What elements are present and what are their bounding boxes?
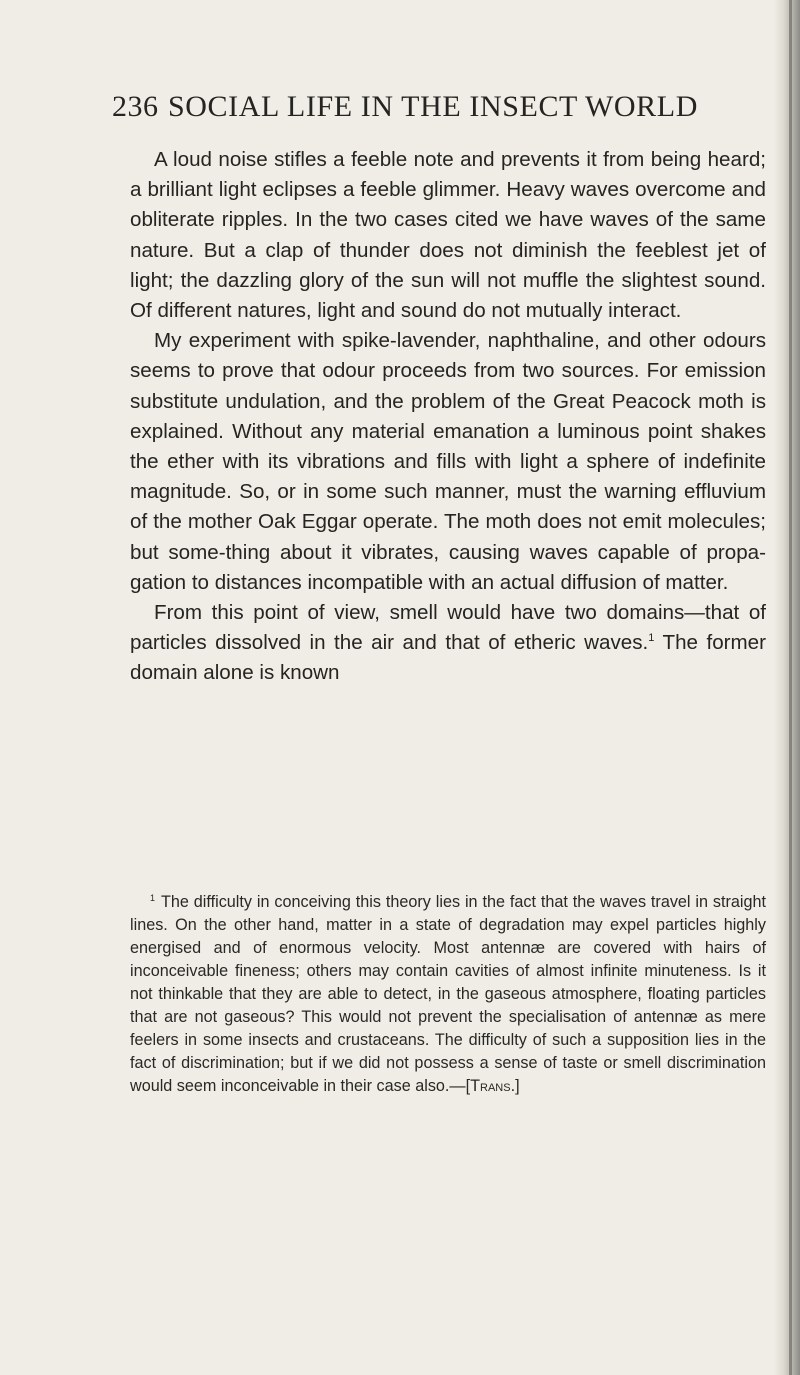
footnote-text: The difficulty in conceiving this theory lies in the fact that the waves travel in straight lines. On the other hand, matter in a state of degradation may expel particles highly energised and of enormous velocity. Most antennæ are covered with hairs of inconceivable fineness; others may contain cavities of almost infinite minuteness. Is it not thinkable that they are able to detect, in the gaseous atmosphere, floating particles that are not gaseous? This would not prevent the specialisation of antennæ as mere feelers in some insects and crustaceans. The difficulty of such a supposition lies in the fact of discrimination; but if we did not possess a sense of taste or smell discrimination would seem inconceivable in their case also.—[ [130, 893, 766, 1095]
main-text [130, 145, 766, 689]
paragraph-3-text-after-note: The former domain alone is known [130, 631, 766, 685]
footnote-attribution: Trans. [470, 1077, 516, 1095]
footnote-end-bracket: ] [515, 1077, 520, 1095]
paragraph-3 [130, 598, 766, 689]
paragraph-3-text-before-note: From this point of view, smell would have two domains—that of particles dissolved in the air and that of etheric waves. [130, 601, 766, 655]
page-edge-shadow [774, 0, 800, 1375]
book-title: SOCIAL LIFE IN THE INSECT WORLD [168, 90, 698, 123]
running-head [0, 90, 800, 130]
footnote [130, 891, 766, 1098]
page-number: 236 [112, 90, 159, 123]
footnote-paragraph [130, 891, 766, 1098]
paragraph-1: A loud noise stifles a feeble note and prevents it from being heard; a brilliant light eclipses a feeble glimmer. Heavy waves overcome and obliterate ripples. In the two cases cited we have waves of the same nature. But a clap of thunder does not diminish the feeblest jet of light; the dazzling glory of the sun will not muffle the slightest sound. Of different natures, light and sound do not mutually interact. [130, 148, 766, 323]
footnote-reference-mark: 1 [648, 632, 655, 645]
paragraph-2: My experiment with spike-lavender, naphthaline, and other odours seems to prove that odour proceeds from two sources. For emission substitute undulation, and the problem of the Great Peacock moth is explained. Without any material emanation a luminous point shakes the ether with its vibrations and fills with light a sphere of indefinite magnitude. So, or in some such manner, must the warning effluvium of the mother Oak Eggar operate. The moth does not emit molecules; but some-thing about it vibrates, causing waves capable of propa-gation to distances incompatible with an actual diffusion of matter. [130, 329, 766, 594]
footnote-mark: 1 [150, 893, 156, 903]
